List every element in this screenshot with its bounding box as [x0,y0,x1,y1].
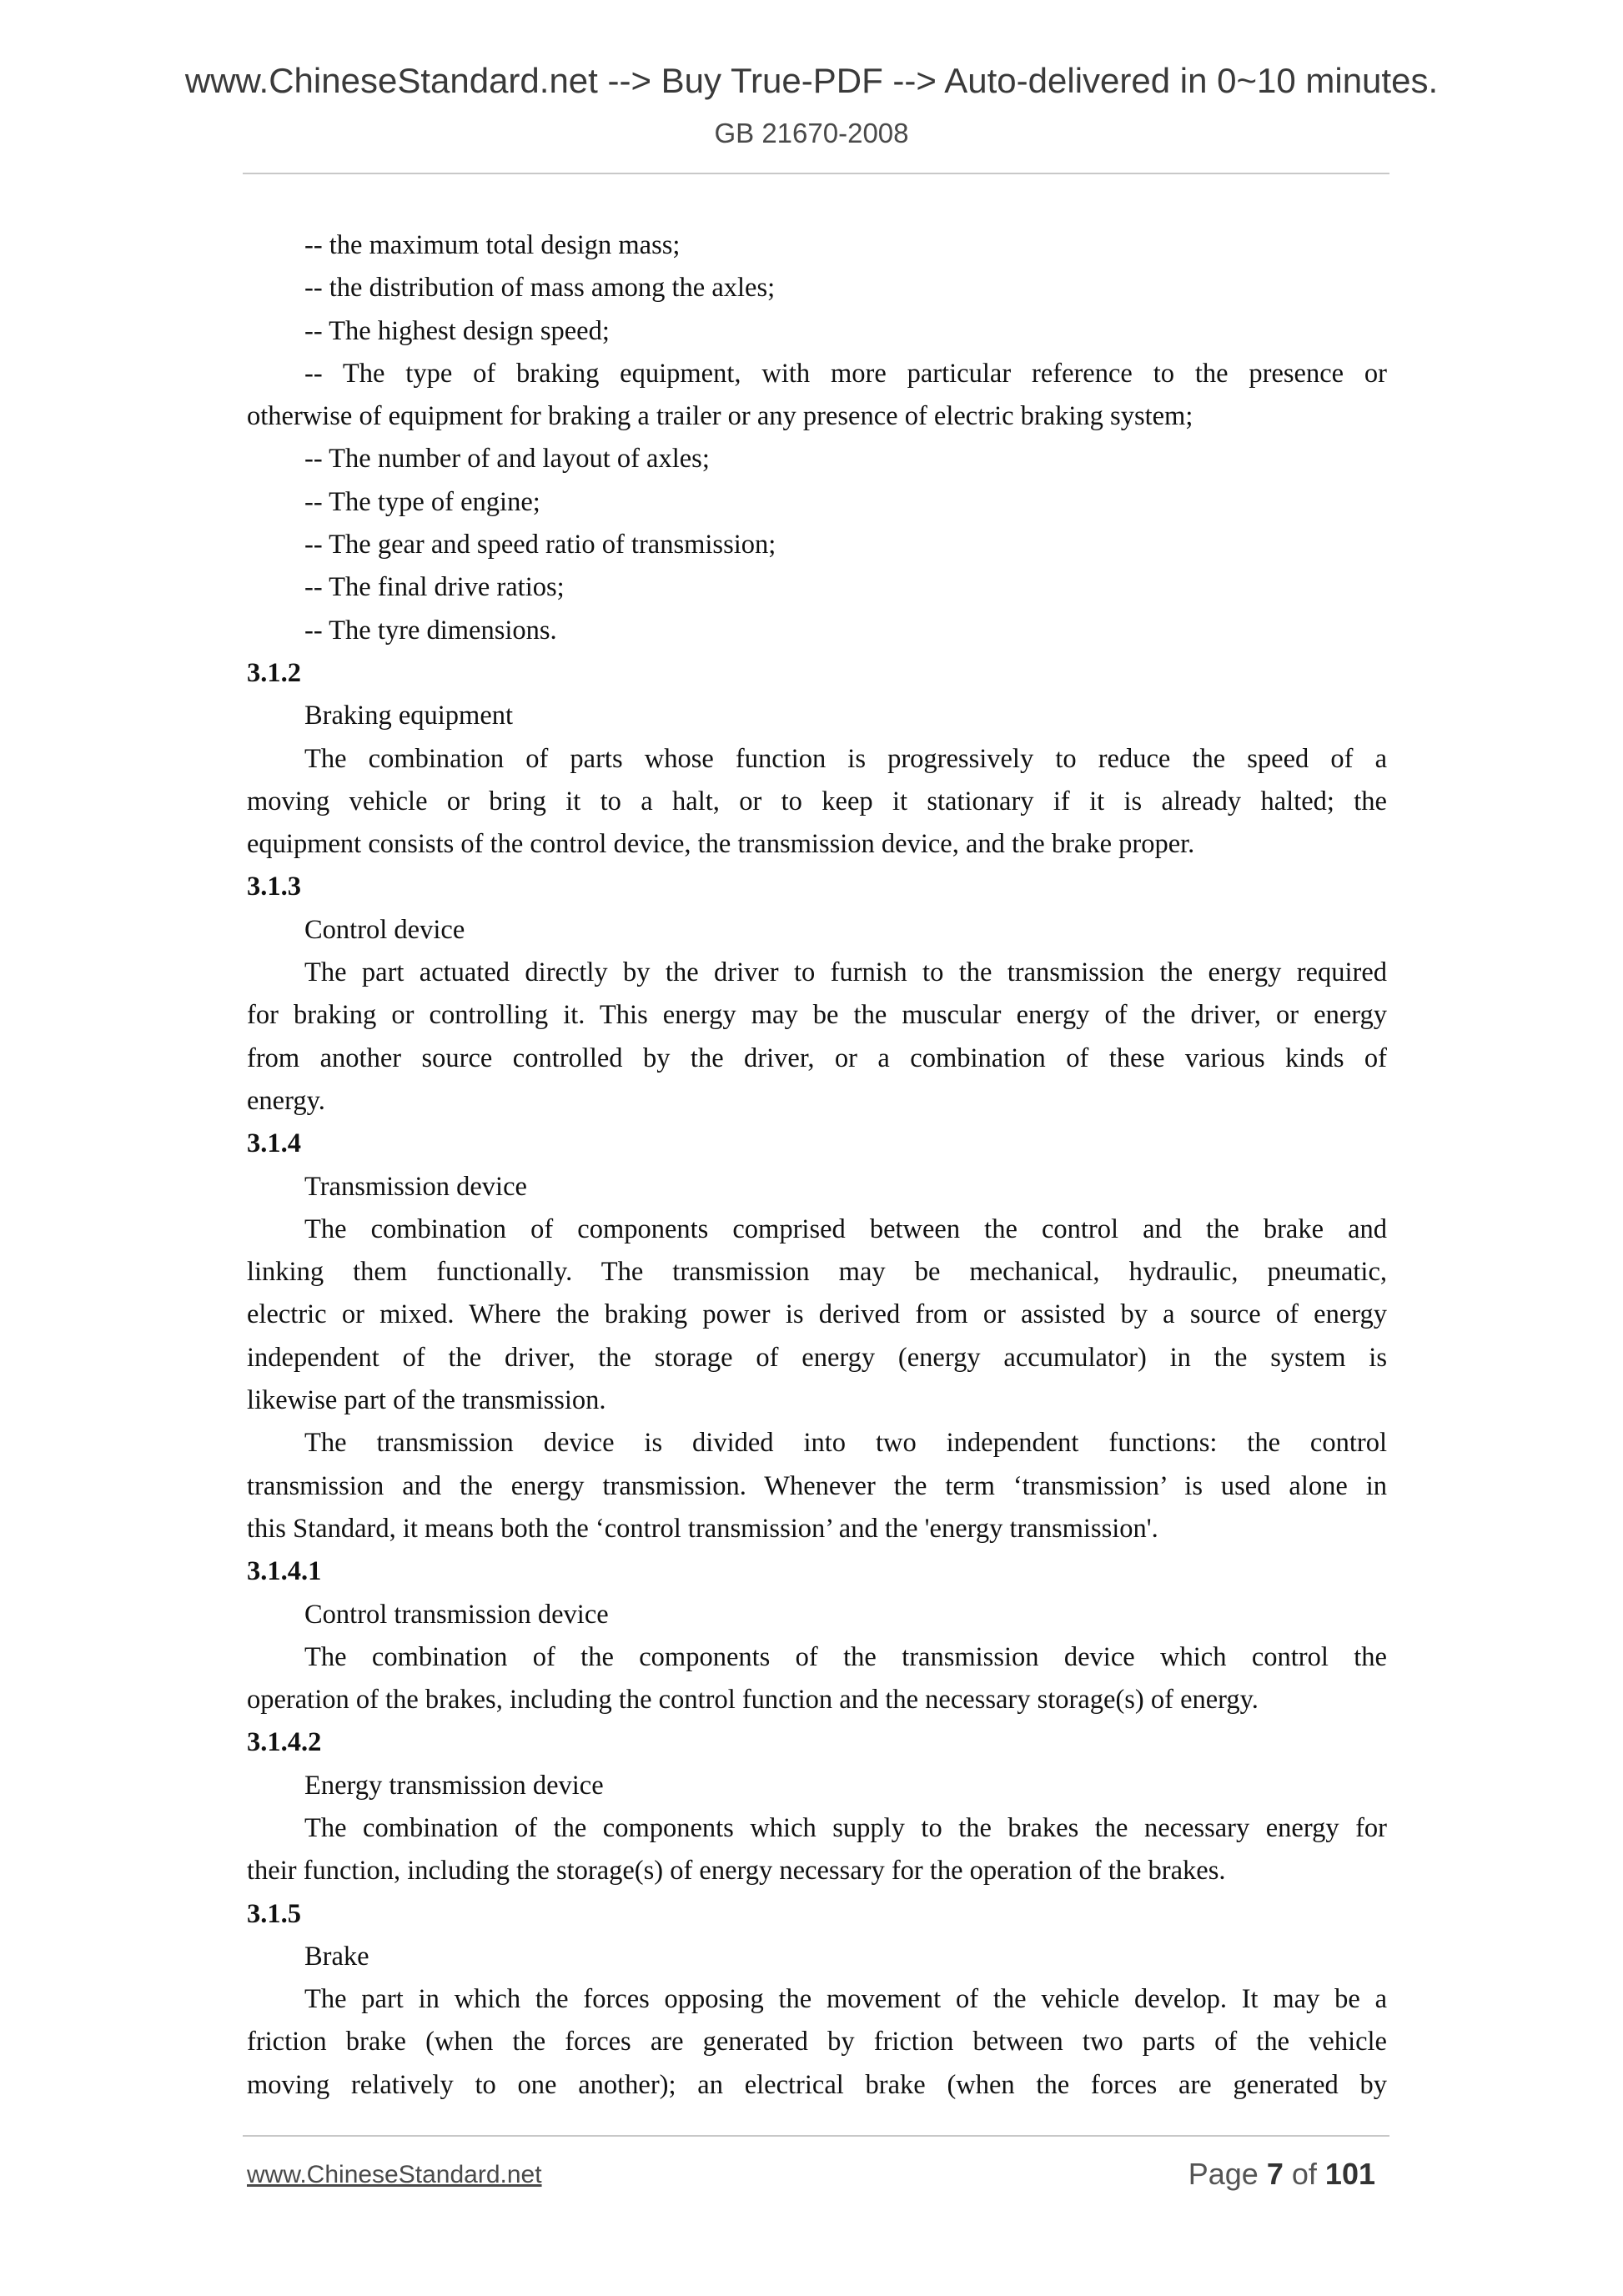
list-item: -- The type of braking equipment, with more particular reference to the presence or [304,358,1387,389]
clause-number: 3.1.4.2 [247,1727,322,1758]
page-prefix: Page [1188,2157,1259,2191]
definition-line: The combination of the components of the transmission device which control the [304,1641,1387,1672]
clause-term: Control device [304,914,465,945]
list-item: -- The gear and speed ratio of transmission; [304,530,776,560]
clause-number: 3.1.2 [247,657,301,688]
page-indicator [1188,2159,1375,2189]
definition-line: equipment consists of the control device, the transmission device, and the brake proper. [247,829,1195,860]
definition-line: electric or mixed. Where the braking power is derived from or assisted by a source of energy [247,1299,1387,1330]
definition-line: The combination of parts whose function is progressively to reduce the speed of a [304,743,1387,774]
footer-site-link[interactable]: www.ChineseStandard.net [247,2161,542,2188]
page-current: 7 [1266,2157,1284,2191]
site-banner: www.ChineseStandard.net --> Buy True-PDF --> Auto-delivered in 0~10 minutes. [184,61,1439,100]
definition-line: independent of the driver, the storage of energy (energy accumulator) in the system is [247,1342,1387,1373]
document-body [247,224,1387,2107]
list-item: -- The type of engine; [304,486,540,517]
page-of: of [1291,2157,1317,2191]
list-item: -- The final drive ratios; [304,572,565,603]
definition-line: friction brake (when the forces are generated by friction between two parts of the vehicle [247,2027,1387,2057]
list-item: -- The number of and layout of axles; [304,444,710,475]
clause-term: Control transmission device [304,1599,609,1630]
clause-number: 3.1.4 [247,1128,301,1159]
definition-line: The part actuated directly by the driver to furnish to the transmission the energy required [304,957,1387,988]
definition-line: for braking or controlling it. This energy may be the muscular energy of the driver, or energy [247,1000,1387,1031]
definition-line: this Standard, it means both the ‘control transmission’ and the 'energy transmission'. [247,1513,1158,1544]
definition-line: transmission and the energy transmission. Whenever the term ‘transmission’ is used alone in [247,1470,1387,1501]
definition-line: moving relatively to one another); an electrical brake (when the forces are generated by [247,2069,1387,2100]
definition-line: energy. [247,1085,325,1116]
list-item: -- the distribution of mass among the axles; [304,273,776,304]
clause-term: Energy transmission device [304,1770,604,1801]
clause-number: 3.1.3 [247,872,301,902]
list-item: -- The highest design speed; [304,315,610,346]
definition-line: moving vehicle or bring it to a halt, or to keep it stationary if it is already halted; the [247,786,1387,816]
list-item: -- the maximum total design mass; [304,230,681,260]
definition-line: from another source controlled by the driver, or a combination of these various kinds of [247,1042,1387,1073]
clause-number: 3.1.4.1 [247,1556,322,1587]
definition-line: The transmission device is divided into two independent functions: the control [304,1428,1387,1459]
definition-line: likewise part of the transmission. [247,1385,606,1416]
definition-line: their function, including the storage(s) of energy necessary for the operation of the brakes. [247,1856,1226,1887]
definition-line: The part in which the forces opposing the movement of the vehicle develop. It may be a [304,1984,1387,2015]
clause-number: 3.1.5 [247,1898,301,1929]
standard-number: GB 21670-2008 [714,118,909,148]
list-item-continuation: otherwise of equipment for braking a trailer or any presence of electric braking system; [247,401,1193,432]
definition-line: operation of the brakes, including the control function and the necessary storage(s) of energy. [247,1685,1259,1716]
definition-line: The combination of the components which supply to the brakes the necessary energy for [304,1812,1387,1843]
header-divider [243,173,1389,174]
clause-term: Brake [304,1941,369,1972]
page-total: 101 [1324,2157,1375,2191]
list-item: -- The tyre dimensions. [304,615,557,646]
clause-term: Transmission device [304,1171,527,1202]
definition-line: linking them functionally. The transmission may be mechanical, hydraulic, pneumatic, [247,1257,1387,1288]
clause-term: Braking equipment [304,701,514,731]
footer-divider [243,2135,1389,2137]
definition-line: The combination of components comprised between the control and the brake and [304,1213,1387,1244]
